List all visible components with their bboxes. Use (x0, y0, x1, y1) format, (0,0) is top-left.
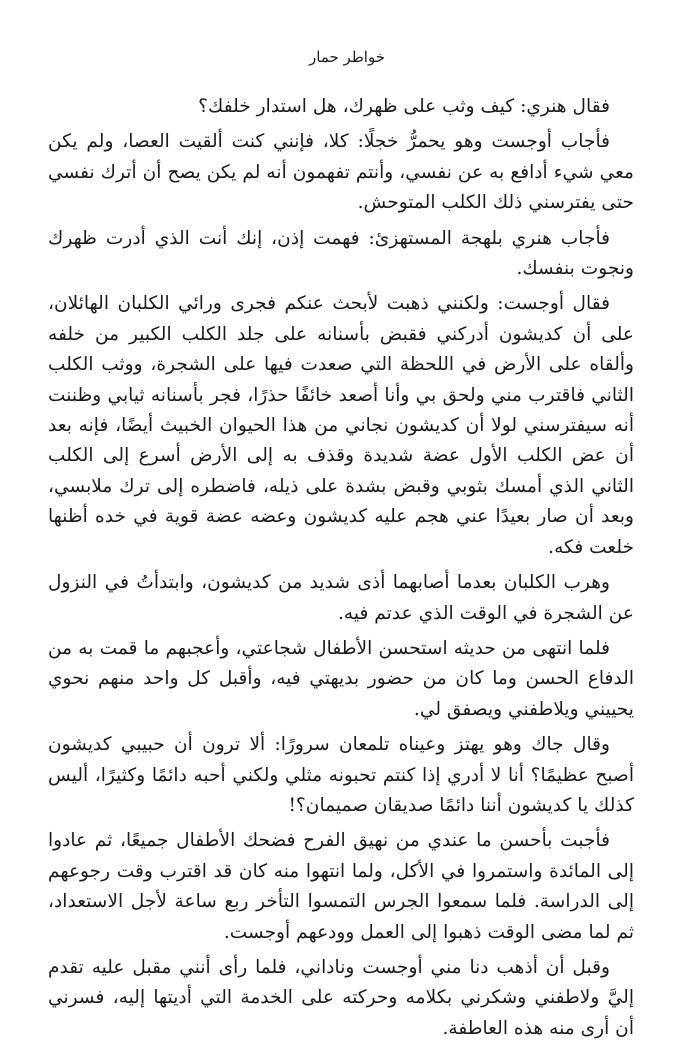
paragraph-9: وقبل أن أذهب دنا مني أوجست وناداني، فلما رأى أنني مقبل عليه تقدم إليَّ ولاطفني وشكرني بكلامه وحركته على الخدمة التي أديتها إليه، فسرني أن أرى منه هذه العاطفة. (48, 956, 634, 1039)
paragraph-2: فأجاب أوجست وهو يحمرُّ خجلًا: كلا، فإنني كنت ألقيت العصا، ولم يكن معي شيء أدافع به عن نفسي، وأنتم تفهمون أنه لم يكن يصح أن أترك نفسي حتى يفترسني ذلك الكلب المتوحش. (48, 131, 634, 214)
paragraph-6: فلما انتهى من حديثه استحسن الأطفال شجاعتي، وأعجبهم ما قمت به من الدفاع الحسن وما كان من حضور بديهتي فيه، وأقبل كل واحد منهم نحوي يحييني ويلاطفني ويصفق لي. (48, 637, 634, 720)
body-text (48, 92, 634, 1049)
running-header-title: خواطر حمار (309, 48, 385, 66)
paragraph-8: فأجبت بأحسن ما عندي من نهيق الفرح فضحك الأطفال جميعًا، ثم عادوا إلى المائدة واستمروا في الأكل، ولما انتهوا منه كان قد اقترب وقت رجوعهم إلى الدراسة. فلما سمعوا الجرس التمسوا التأخر ربع ساعة لأجل الاستعداد، ثم لما مضى الوقت ذهبوا إلى العمل وودعهم أوجست. (48, 830, 634, 943)
paragraph-3: فأجاب هنري بلهجة المستهزئ: فهمت إذن، إنك أنت الذي أدرت ظهرك ونجوت بنفسك. (48, 227, 634, 280)
paragraph-4: فقال أوجست: ولكنني ذهبت لأبحث عنكم فجرى ورائي الكلبان الهائلان، على أن كديشون أدركني فقبض بأسنانه على جلد الكلب الكبير من خلفه وألقاه على الأرض في اللحظة التي صعدت فيها على الشجرة، ووثب الكلب الثاني فاقترب مني ولحق بي وأنا أصعد خائفًا حذرًا، فجر بأسنانه ثيابي وظننت أنه سيفترسني لولا أن كديشون نجاني من هذا الحيوان الخبيث أيضًا، فإنه بعد أن عض الكلب الأول عضة شديدة وقذف به إلى الأرض أسرع إلى الكلب الثاني الذي أمسك بثوبي وقبض بشدة على ذيله، فاضطره إلى ترك ملابسي، وبعد أن صار بعيدًا عني هجم عليه كديشون وعضه عضة قوية في خده أظنها خلعت فكه. (48, 293, 634, 558)
paragraph-1: فقال هنري: كيف وثب على ظهرك، هل استدار خلفك؟ (198, 96, 610, 117)
paragraph-7: وقال جاك وهو يهتز وعيناه تلمعان سرورًا: ألا ترون أن حبيبي كديشون أصبح عظيمًا؟ أنا لا أدري إذا كنتم تحبونه مثلي ولكني أحبه دائمًا وكثيرًا، أليس كذلك يا كديشون أننا دائمًا صديقان صميمان؟! (48, 734, 634, 816)
paragraph-5: وهرب الكلبان بعدما أصابهما أذى شديد من كديشون، وابتدأتُ في النزول عن الشجرة في الوقت الذي عدتم فيه. (48, 572, 634, 624)
